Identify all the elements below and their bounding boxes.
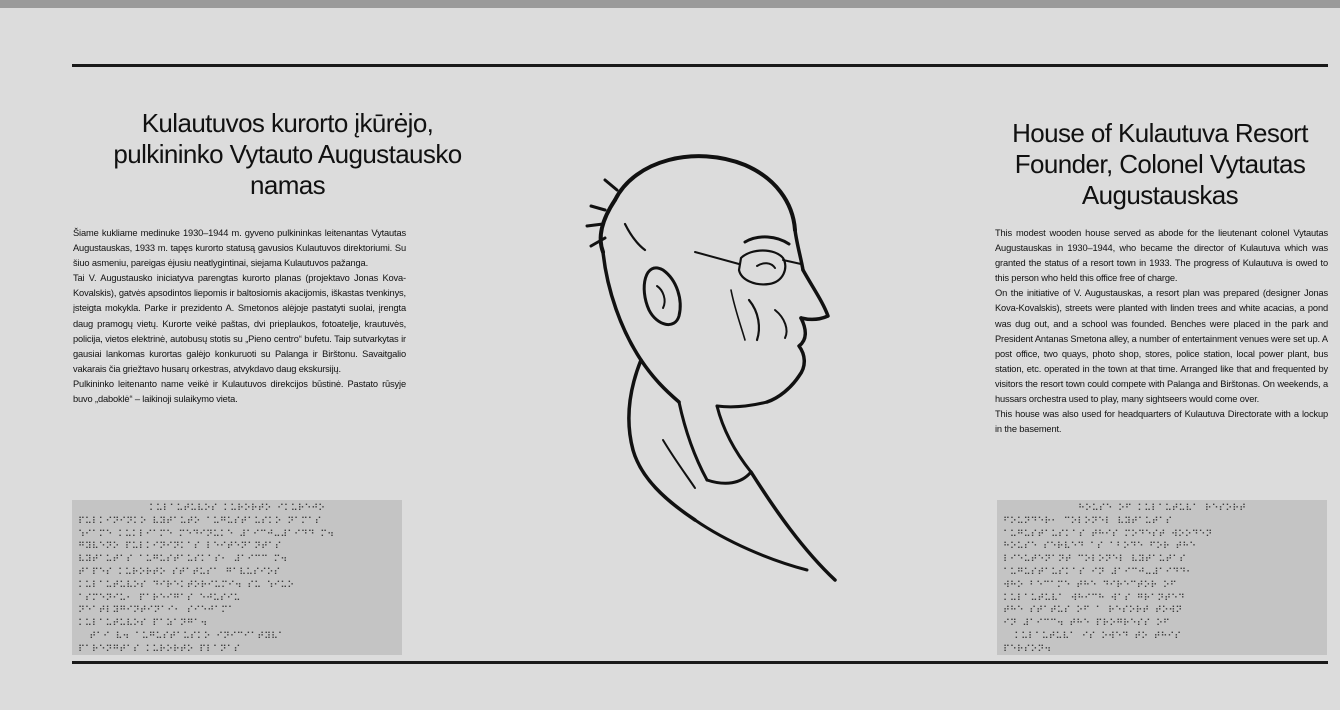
paragraph: On the initiative of V. Augustauskas, a resort plan was prepared (designer Jonas Kova-Kovalskis), streets were planted with linden trees and white acacias, a pond was dug out, and a school was founded. Benches were placed in the park and President Antanas Smetona alley, a number of entertainment venues were set up. A post office, two quays, photo shop, stores, police station, local power plant, bus station, etc. operated in the town at that time. Arranged like that and frequented by visitors the resort town could compete with Palanga and Birštonas. On weekends, a hussars orchestra used to play, many sightseers would come over. — [995, 288, 1328, 405]
top-band — [0, 0, 1340, 8]
braille-line: ⠇⠊⠑⠥⠞⠑⠝⠁⠝⠞ ⠉⠕⠇⠕⠝⠑⠇ ⠧⠽⠞⠁⠥⠞⠁⠎ — [1003, 554, 1186, 566]
braille-line: ⠁⠥⠛⠥⠎⠞⠁⠥⠎⠅⠁⠎ ⠞⠓⠊⠎ ⠍⠕⠙⠑⠎⠞ ⠺⠕⠕⠙⠑⠝ — [1003, 528, 1213, 540]
braille-line: ⠋⠕⠥⠝⠙⠑⠗⠂ ⠉⠕⠇⠕⠝⠑⠇ ⠧⠽⠞⠁⠥⠞⠁⠎ — [1003, 515, 1173, 527]
paragraph: Pulkininko leitenanto name veikė ir Kulautuvos direkcijos būstinė. Pastato rūsyje buvo „daboklė“ – laikinoji sulaikymo vieta. — [73, 378, 406, 405]
braille-line: ⠞⠁⠊ ⠧⠲ ⠁⠥⠛⠥⠎⠞⠁⠥⠎⠅⠕ ⠊⠝⠊⠉⠊⠁⠞⠽⠧⠁ — [78, 630, 285, 642]
title-english: House of Kulautuva Resort Founder, Colonel Vytautas Augustauskas — [1012, 118, 1308, 210]
paragraph: This house was also used for headquarters of Kulautuva Directorate with a lockup in the basement. — [995, 409, 1328, 435]
portrait-sketch — [545, 140, 845, 590]
braille-line: ⠞⠓⠑ ⠎⠞⠁⠞⠥⠎ ⠕⠋ ⠁ ⠗⠑⠎⠕⠗⠞ ⠞⠕⠺⠝ — [1003, 605, 1183, 617]
braille-line: ⠅⠥⠇⠁⠥⠞⠥⠧⠕⠎ ⠏⠁⠵⠁⠝⠛⠁⠲ — [78, 618, 208, 630]
braille-panel-english — [997, 500, 1327, 655]
braille-line: ⠅⠥⠇⠁⠥⠞⠥⠧⠕⠎ ⠅⠥⠗⠕⠗⠞⠕ ⠊⠅⠥⠗⠑⠚⠕ — [148, 503, 326, 514]
braille-line: ⠞⠁⠏⠑⠎ ⠅⠥⠗⠕⠗⠞⠕ ⠎⠞⠁⠞⠥⠎⠁ ⠛⠁⠧⠥⠎⠊⠕⠎ — [78, 566, 281, 578]
braille-line: ⠓⠕⠥⠎⠑ ⠎⠑⠗⠧⠑⠙ ⠁⠎ ⠁⠃⠕⠙⠑ ⠋⠕⠗ ⠞⠓⠑ — [1003, 541, 1197, 553]
bottom-rule — [72, 661, 1328, 664]
braille-line: ⠱⠊⠁⠍⠑ ⠅⠥⠅⠇⠊⠁⠍⠑ ⠍⠑⠙⠊⠝⠥⠅⠑ ⠼⠁⠊⠉⠚⠤⠼⠁⠊⠙⠙ ⠍⠲ — [78, 528, 335, 540]
paragraph: Tai V. Augustausko iniciatyva parengtas kurorto planas (projektavo Jonas Kova-Kovalskis), gatvės apsodintos liepomis ir baltosiomis akacijomis, iškastas tvenkinys, įsteigta mokykla. Parke ir prezidento A. Smetonos alėjoje pastatyti suolai, įrengta daug pramogų vietų. Kurorte veikė paštas, dvi prieplaukos, fotoatelje, krautuvės, policija, vietos elektrinė, autobusų stotis su „Pieno centro“ bufetu. Taip sutvarkytas ir gausiai lankomas kurortas galėjo konkuruoti su Palanga ir Birštonu. Savaitgalio vakarais čia griežtavo husarų orkestras, atvykdavo daug ekskursijų. — [73, 273, 406, 374]
braille-line: ⠏⠑⠗⠎⠕⠝⠲ — [1003, 643, 1052, 655]
braille-line: ⠧⠽⠞⠁⠥⠞⠁⠎ ⠁⠥⠛⠥⠎⠞⠁⠥⠎⠅⠁⠎⠂ ⠼⠁⠊⠉⠉ ⠍⠲ — [78, 554, 288, 566]
braille-line: ⠅⠥⠇⠁⠥⠞⠥⠧⠁ ⠺⠓⠊⠉⠓ ⠺⠁⠎ ⠛⠗⠁⠝⠞⠑⠙ — [1003, 592, 1185, 604]
braille-line: ⠺⠓⠕ ⠃⠑⠉⠁⠍⠑ ⠞⠓⠑ ⠙⠊⠗⠑⠉⠞⠕⠗ ⠕⠋ — [1003, 579, 1177, 591]
braille-line: ⠏⠁⠗⠑⠝⠛⠞⠁⠎ ⠅⠥⠗⠕⠗⠞⠕ ⠏⠇⠁⠝⠁⠎ — [78, 643, 241, 655]
braille-line: ⠏⠥⠇⠅⠊⠝⠊⠝⠅⠕ ⠧⠽⠞⠁⠥⠞⠕ ⠁⠥⠛⠥⠎⠞⠁⠥⠎⠅⠕ ⠝⠁⠍⠁⠎ — [78, 515, 322, 527]
braille-line: ⠁⠎⠍⠑⠝⠊⠥⠂ ⠏⠁⠗⠑⠊⠛⠁⠎ ⠑⠚⠥⠎⠊⠥ — [78, 592, 241, 604]
braille-line: ⠓⠕⠥⠎⠑ ⠕⠋ ⠅⠥⠇⠁⠥⠞⠥⠧⠁ ⠗⠑⠎⠕⠗⠞ — [1078, 503, 1246, 514]
braille-line: ⠝⠑⠁⠞⠇⠽⠛⠊⠝⠞⠊⠝⠁⠊⠂ ⠎⠊⠑⠚⠁⠍⠁ — [78, 605, 235, 617]
text-english — [995, 226, 1328, 437]
braille-line: ⠅⠥⠇⠁⠥⠞⠥⠧⠁ ⠊⠎ ⠕⠺⠑⠙ ⠞⠕ ⠞⠓⠊⠎ — [1003, 630, 1182, 642]
braille-line: ⠊⠝ ⠼⠁⠊⠉⠉⠲ ⠞⠓⠑ ⠏⠗⠕⠛⠗⠑⠎⠎ ⠕⠋ — [1003, 618, 1170, 630]
paragraph: This modest wooden house served as abode for the lieutenant colonel Vytautas Augustauskas in 1930–1944, who became the director of Kulautuva which was granted the status of a resort town in 1933. The progress of Kulautuva is owed to this person who held this office free of charge. — [995, 228, 1328, 284]
braille-line: ⠁⠥⠛⠥⠎⠞⠁⠥⠎⠅⠁⠎ ⠊⠝ ⠼⠁⠊⠉⠚⠤⠼⠁⠊⠙⠙⠂ — [1003, 566, 1193, 578]
title-lithuanian: Kulautuvos kurorto įkūrėjo, pulkininko Vytauto Augustausko namas — [113, 108, 462, 200]
paragraph: Šiame kukliame medinuke 1930–1944 m. gyveno pulkininkas leitenantas Vytautas Augustauskas, 1933 m. tapęs kurorto statusą gavusios Kulautuvos direktoriumi. Su šiuo asmeniu, pareigas ėjusiu neatlygintinai, siejama Kulautuvos pažanga. — [73, 228, 406, 269]
top-rule — [72, 64, 1328, 67]
braille-line: ⠅⠥⠇⠁⠥⠞⠥⠧⠕⠎ ⠙⠊⠗⠑⠅⠞⠕⠗⠊⠥⠍⠊⠲ ⠎⠥ ⠱⠊⠥⠕ — [78, 579, 295, 591]
braille-line: ⠛⠽⠧⠑⠝⠕ ⠏⠥⠇⠅⠊⠝⠊⠝⠅⠁⠎ ⠇⠑⠊⠞⠑⠝⠁⠝⠞⠁⠎ — [78, 541, 282, 553]
braille-panel-lithuanian — [72, 500, 402, 655]
text-lithuanian — [73, 226, 406, 407]
